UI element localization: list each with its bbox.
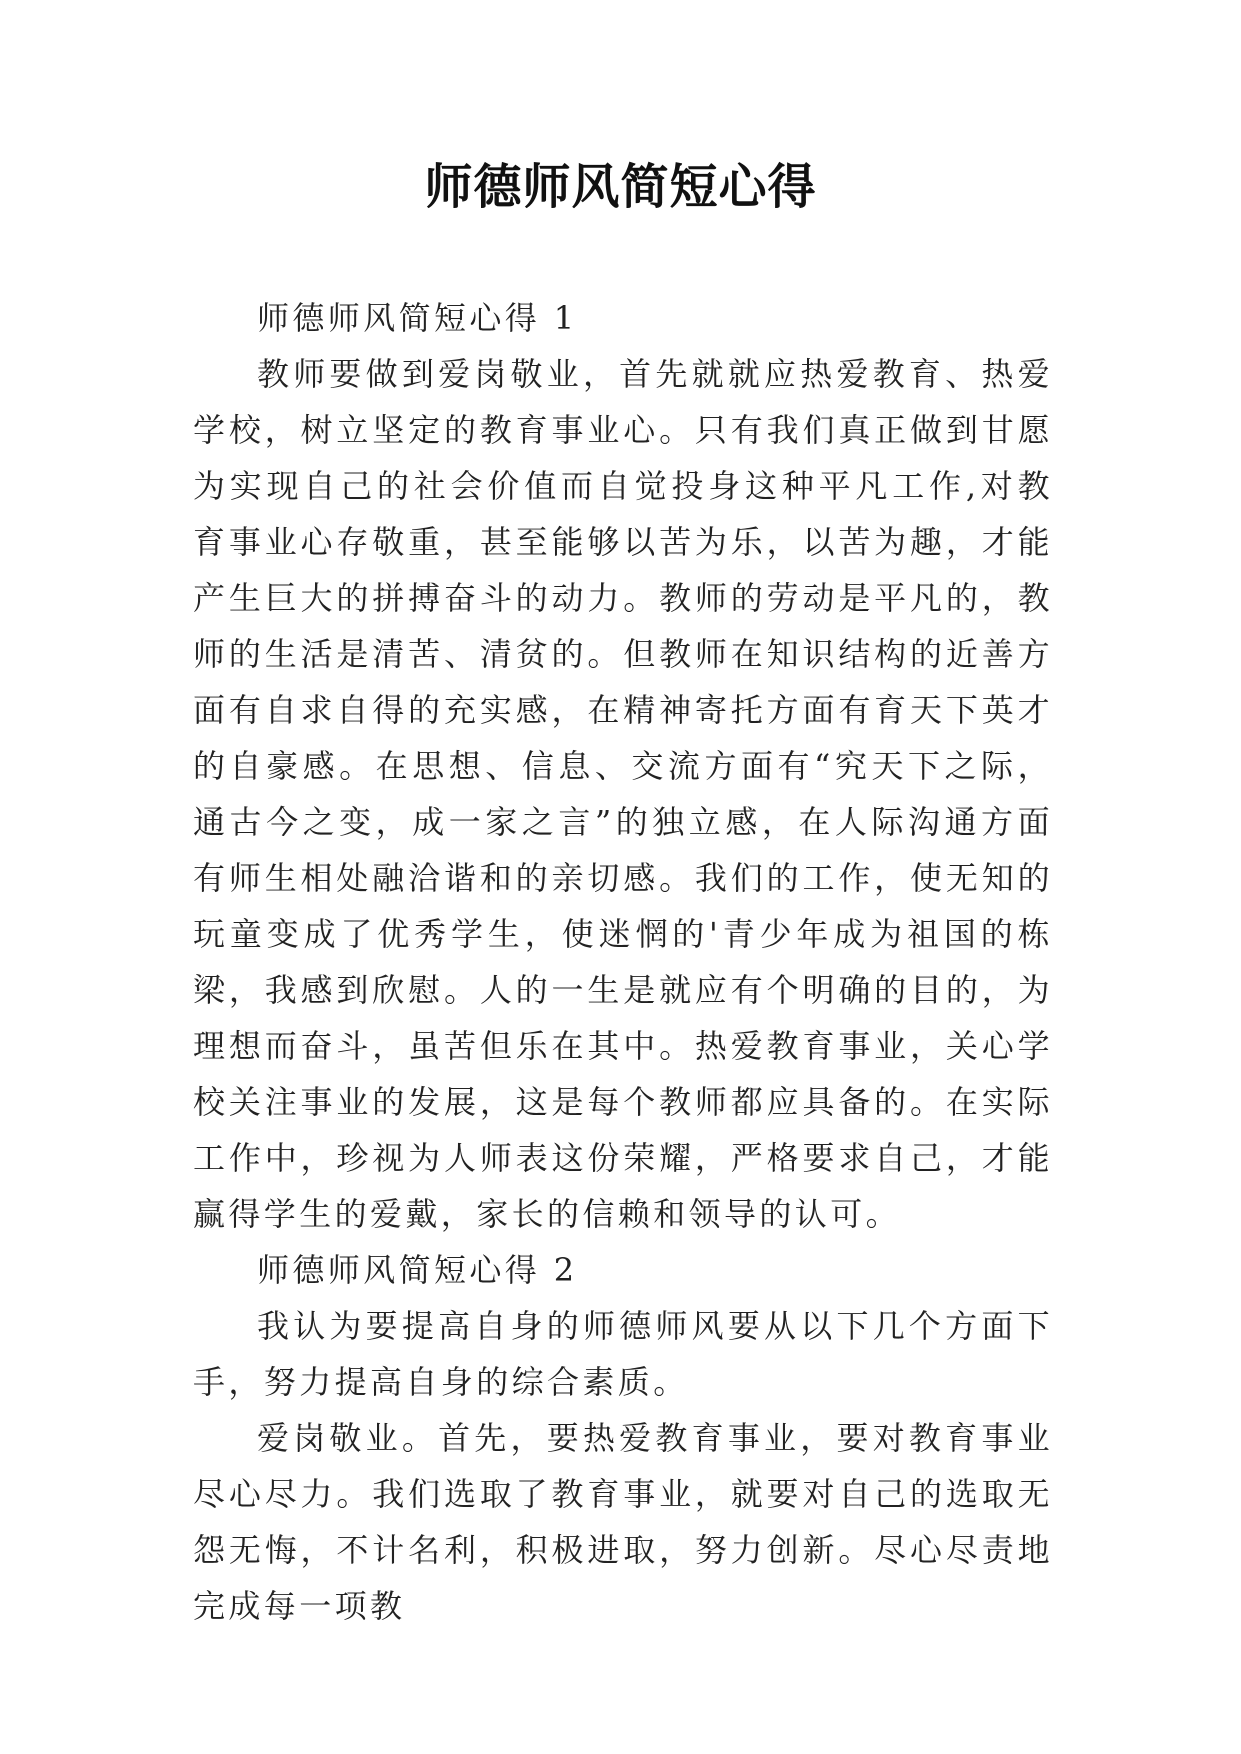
paragraph: 教师要做到爱岗敬业，首先就就应热爱教育、热爱学校，树立坚定的教育事业心。只有我们真正做到甘愿为实现自己的社会价值而自觉投身这种平凡工作,对教育事业心存敬重，甚至能够以苦为乐，以苦为趣，才能产生巨大的拼搏奋斗的动力。教师的劳动是平凡的，教师的生活是清苦、清贫的。但教师在知识结构的近善方面有自求自得的充实感，在精神寄托方面有育天下英才的自豪感。在思想、信息、交流方面有“究天下之际，通古今之变，成一家之言”的独立感，在人际沟通方面有师生相处融洽谐和的亲切感。我们的工作，使无知的玩童变成了优秀学生，使迷惘的'青少年成为祖国的栋梁，我感到欣慰。人的一生是就应有个明确的目的，为理想而奋斗，虽苦但乐在其中。热爱教育事业，关心学校关注事业的发展，这是每个教师都应具备的。在实际工作中，珍视为人师表这份荣耀，严格要求自己，才能赢得学生的爱戴，家长的信赖和领导的认可。 <box>193 355 1053 1233</box>
document-body <box>193 290 1053 1634</box>
document-title: 师德师风简短心得 <box>424 159 817 215</box>
paragraph: 爱岗敬业。首先，要热爱教育事业，要对教育事业尽心尽力。我们选取了教育事业，就要对自己的选取无怨无悔，不计名利，积极进取，努力创新。尽心尽责地完成每一项教 <box>193 1419 1053 1625</box>
section-heading: 师德师风简短心得 2 <box>257 1251 578 1289</box>
section-heading: 师德师风简短心得 1 <box>257 299 578 337</box>
paragraph: 我认为要提高自身的师德师风要从以下几个方面下手，努力提高自身的综合素质。 <box>193 1307 1053 1401</box>
